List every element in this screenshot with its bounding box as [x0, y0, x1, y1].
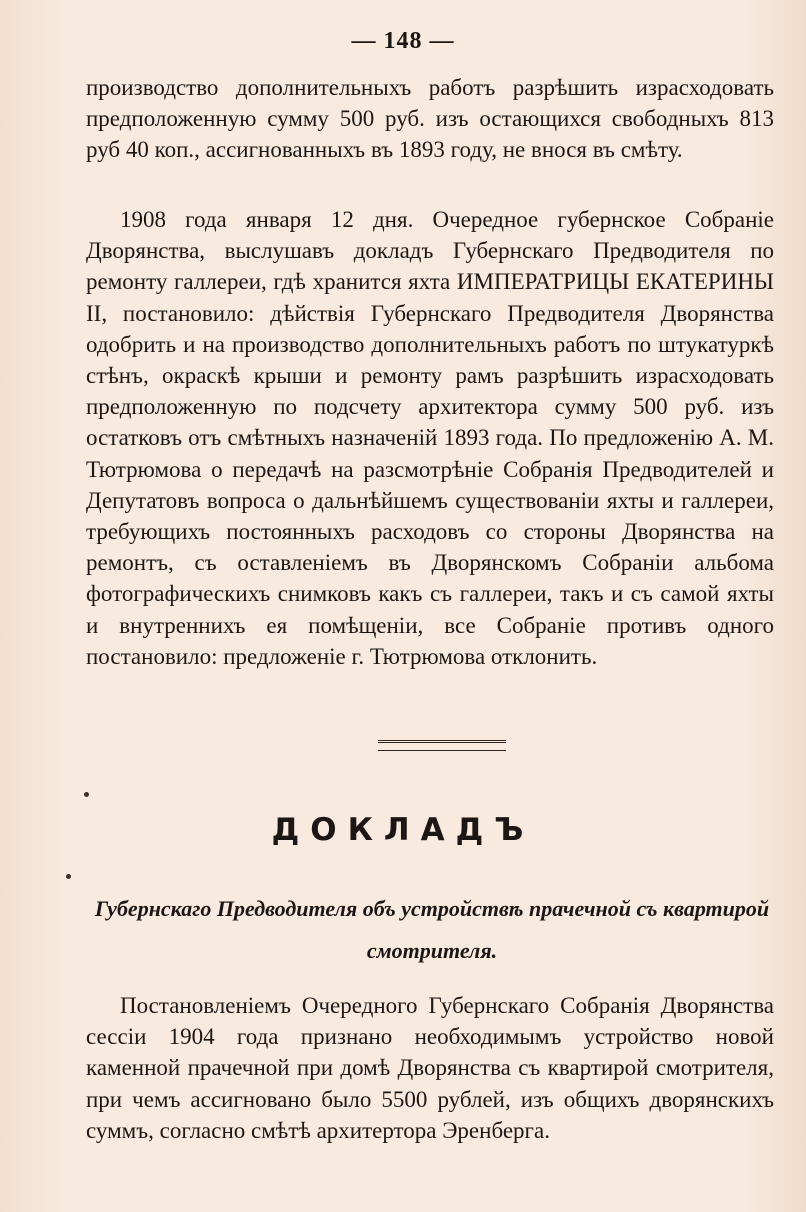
section-title: ДОКЛАДЪ [271, 812, 535, 848]
paragraph-resolution-1908 [86, 204, 774, 672]
ink-speck [84, 792, 89, 797]
paragraph-text: 1908 года января 12 дня. Очередное губернское Собраніе Дворянства, выслушавъ докладъ Губернскаго Предводителя по ремонту галлереи, гдѣ хранится яхта ИМПЕРАТРИЦЫ ЕКАТЕРИНЫ II, постановило: дѣйствія Губернскаго Предводителя Дворянства одобрить и на производство дополнительныхъ работъ по штукатуркѣ стѣнъ, окраскѣ крыши и ремонту рамъ разрѣшить израсходовать предположенную по подсчету архитектора сумму 500 руб. изъ остатковъ отъ смѣтныхъ назначеній 1893 года. По предложенію А. М. Тютрюмова о передачѣ на разсмотрѣніе Собранія Предводителей и Депутатовъ вопроса о дальнѣйшемъ существованіи яхты и галлереи, требующихъ постоянныхъ расходовъ со стороны Дворянства на ремонтъ, съ оставленіемъ въ Дворянскомъ Собраніи альбома фотографическихъ снимковъ какъ съ галлереи, такъ и съ самой яхты и внутреннихъ ея помѣщеніи, все Собраніе противъ одного постановило: предложеніе г. Тютрюмова отклонить. [86, 207, 774, 669]
section-divider [378, 740, 506, 751]
paragraph-text: Постановленіемъ Очередного Губернскаго Собранія Дворянства сессіи 1904 года признано необходимымъ устройство новой каменной прачечной при домѣ Дворянства съ квартирой смотрителя, при чемъ ассигновано было 5500 рублей, изъ общихъ дворянскихъ суммъ, согласно смѣтѣ архитертора Эренберга. [86, 993, 774, 1143]
paragraph-continuation [86, 72, 774, 166]
ink-speck [66, 874, 71, 879]
page-number: — 148 — [351, 28, 455, 54]
paragraph-report [86, 990, 774, 1146]
paragraph-text: производство дополнительныхъ работъ разрѣшить израсходовать предположенную сумму 500 руб. изъ остающихся свободныхъ 813 руб 40 коп., ассигнованныхъ въ 1893 году, не внося въ смѣту. [86, 75, 774, 163]
section-subtitle: Губернскаго Предводителя объ устройствѣ прачечной съ квартирой смотрителя. [94, 896, 770, 963]
